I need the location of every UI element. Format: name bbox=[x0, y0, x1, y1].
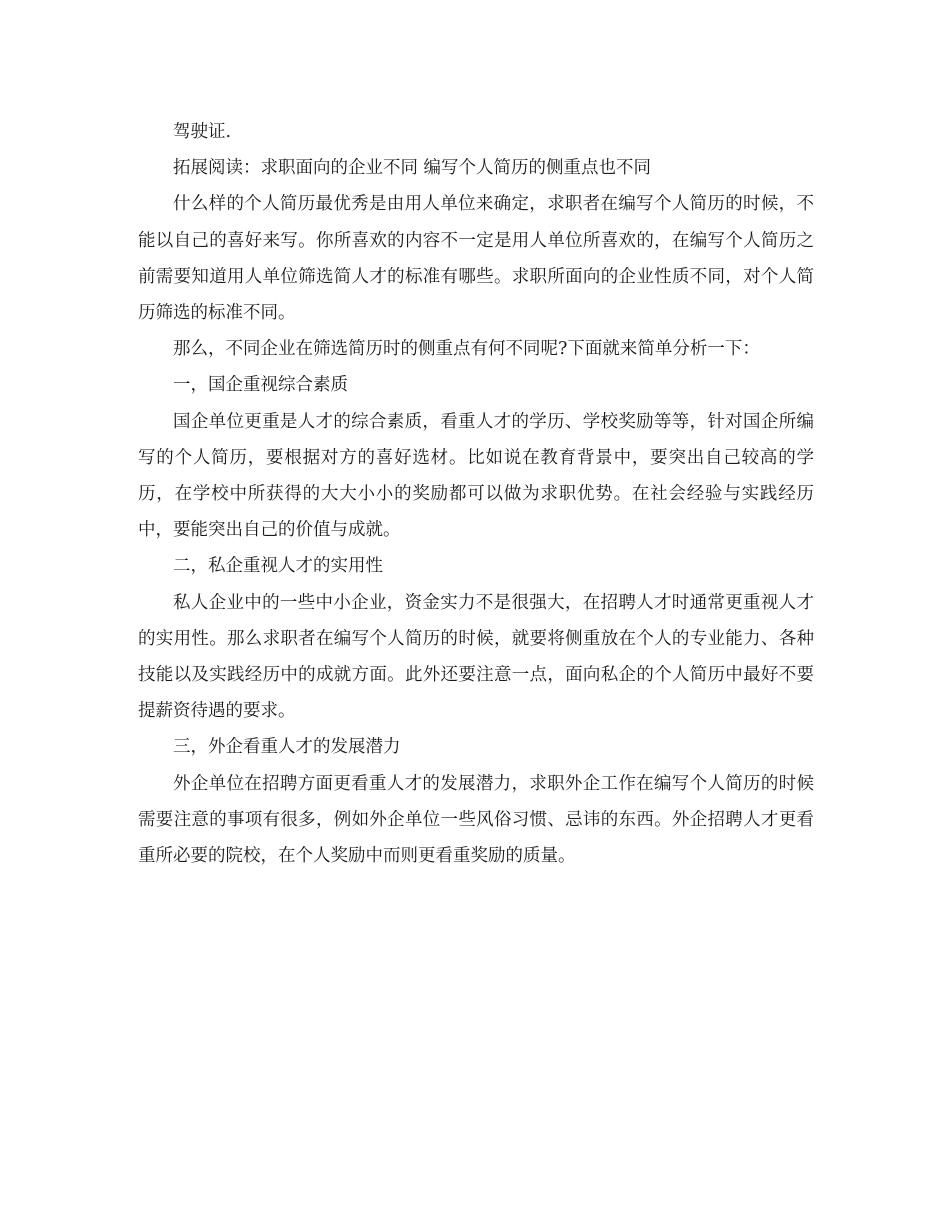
paragraph-private-enterprise: 私人企业中的一些中小企业，资金实力不是很强大，在招聘人才时通常更重视人才的实用性。那么求职者在编写个人简历的时候，就要将侧重放在个人的专业能力、各种技能以及实践经历中的成就方面。此外还要注意一点，面向私企的个人简历中最好不要提薪资待遇的要求。 bbox=[138, 592, 814, 722]
paragraph-transition: 那么，不同企业在筛选简历时的侧重点有何不同呢?下面就来简单分析一下： bbox=[173, 339, 760, 360]
paragraph-extended-reading-title: 拓展阅读：求职面向的企业不同 编写个人简历的侧重点也不同 bbox=[173, 158, 652, 179]
paragraph-foreign-enterprise: 外企单位在招聘方面更看重人才的发展潜力，求职外企工作在编写个人简历的时候需要注意的事项有很多，例如外企单位一些风俗习惯、忌讳的东西。外企招聘人才更看重所必要的院校，在个人奖励中而则更看重奖励的质量。 bbox=[138, 773, 814, 867]
paragraph-intro: 什么样的个人简历最优秀是由用人单位来确定，求职者在编写个人简历的时候，不能以自己的喜好来写。你所喜欢的内容不一定是用人单位所喜欢的，在编写个人简历之前需要知道用人单位筛选简人才的标准有哪些。求职所面向的企业性质不同，对个人简历筛选的标准不同。 bbox=[138, 194, 814, 324]
section-heading-foreign-enterprise: 三，外企看重人才的发展潜力 bbox=[173, 737, 401, 758]
section-heading-state-enterprise: 一，国企重视综合素质 bbox=[173, 375, 348, 396]
document-body bbox=[138, 114, 814, 874]
paragraph-driver-license: 驾驶证. bbox=[173, 122, 232, 142]
paragraph-state-enterprise: 国企单位更重是人才的综合素质，看重人才的学历、学校奖励等等，针对国企所编写的个人简历，要根据对方的喜好选材。比如说在教育背景中，要突出自己较高的学历，在学校中所获得的大大小小的奖励都可以做为求职优势。在社会经验与实践经历中，要能突出自己的价值与成就。 bbox=[138, 411, 814, 541]
section-heading-private-enterprise: 二，私企重视人才的实用性 bbox=[173, 556, 383, 577]
